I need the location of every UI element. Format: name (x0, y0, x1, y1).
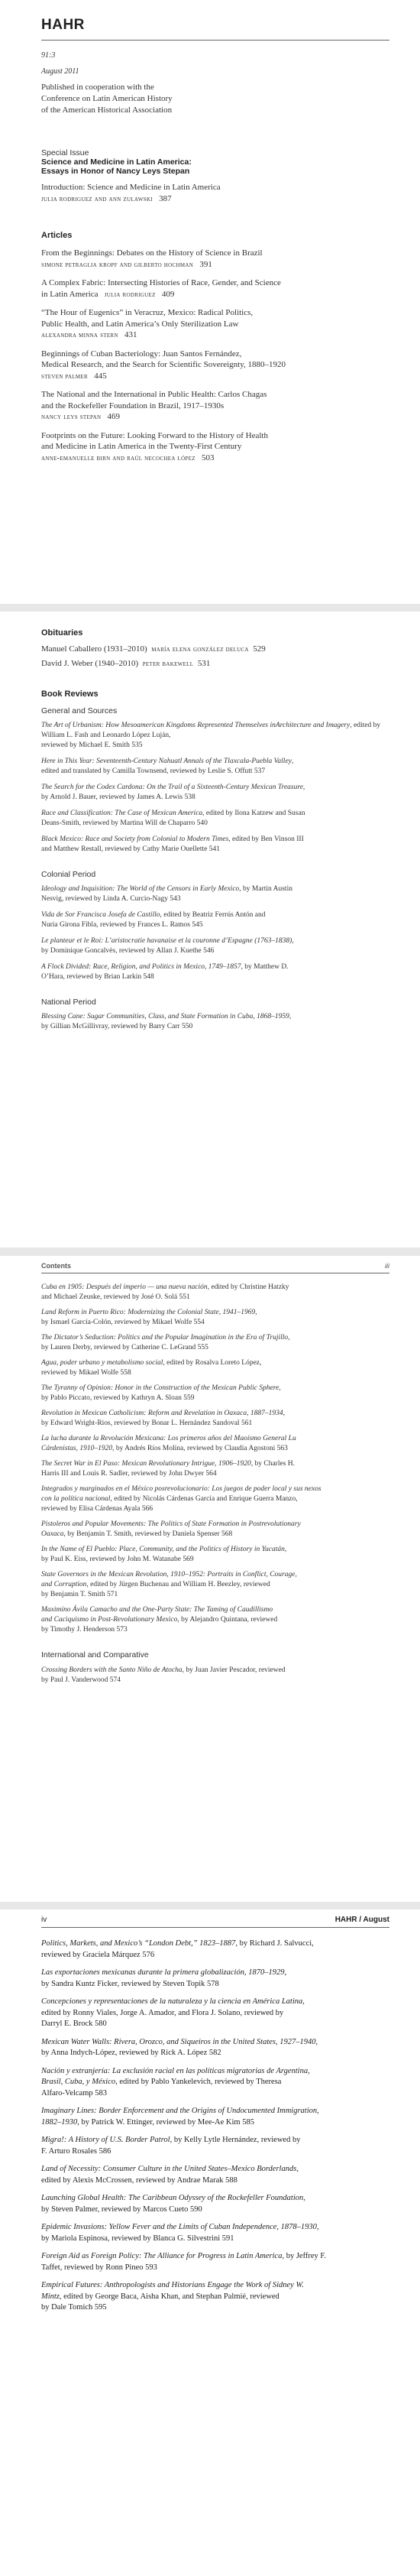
review-text: Taffet, reviewed by Ronn Pineo 593 (41, 2263, 157, 2272)
book-title: Migra!: A History of U.S. Border Patrol (41, 2136, 170, 2144)
article-authors: nancy leys stepan (41, 413, 102, 421)
book-title: Ideology and Inquisition: The World of the Censors in Early Mexico (41, 885, 240, 893)
book-title: Blessing Cane: Sugar Communities, Class, and State Formation in Cuba, 1868–1959 (41, 1013, 289, 1020)
book-title: Cuba en 1905: Después del imperio — una nueva nación (41, 1283, 208, 1291)
book-review-entry (41, 783, 389, 803)
review-text: , (316, 2223, 319, 2231)
article-page: 445 (94, 371, 107, 381)
article-authors: steven palmer (41, 371, 88, 381)
review-text: , (315, 2037, 318, 2046)
book-review-entry (41, 1484, 389, 1514)
review-text: Alfaro-Velcamp 583 (41, 2088, 108, 2097)
review-text: by Ismael García-Colón, reviewed by Mikael Wolfe 554 (41, 1319, 205, 1326)
book-title: The Secret War in El Paso: Mexican Revolutionary Intrigue, 1906–1920 (41, 1460, 251, 1468)
review-text: , edited by Rosalva Loreto López, (163, 1359, 262, 1367)
publication-line: Conference on Latin American History (41, 94, 173, 103)
book-title: Epidemic Invasions: Yellow Fever and the Limits of Cuban Independence, 1878–1930 (41, 2223, 317, 2231)
book-title: The Search for the Codex Cardona: On the Trail of a Sixteenth-Century Mexican Treasure (41, 784, 303, 791)
review-text: , edited by William L. Fash and Leonardo López Luján, (41, 722, 381, 739)
review-text: Harris III and Louis R. Sadler, reviewed by John Dwyer 564 (41, 1470, 217, 1478)
review-text: , (303, 2194, 305, 2202)
review-text: , by Richard J. Salvucci, (235, 1939, 314, 1948)
article-authors: simone petraglia kropf and gilberto hochman (41, 260, 194, 269)
review-text: , edited by Ben Vinson III (228, 835, 304, 843)
book-review-entry (41, 2280, 389, 2314)
review-text: edited by Alexis McCrossen, reviewed by Andrae Marak 588 (41, 2175, 237, 2185)
book-title: Mexican Water Walls: Rivera, Orozco, and Siqueiros in the United States, 1927–1940 (41, 2037, 316, 2046)
review-text: by Dale Tomich 595 (41, 2303, 107, 2312)
review-text: , by Jeffrey F. (282, 2252, 327, 2260)
review-text: by Gillian McGillivray, reviewed by Barry Carr 550 (41, 1023, 193, 1030)
review-text: , by Martin Austin (239, 885, 292, 893)
article-authors: alexandra minna stern (41, 331, 118, 339)
book-review-entry (41, 1570, 389, 1600)
book-review-entry (41, 835, 389, 855)
running-head (41, 1916, 389, 1924)
book-review-entry (41, 809, 389, 829)
book-review-entry (41, 2164, 389, 2186)
article-title-line: From the Beginnings: Debates on the History of Science in Brazil (41, 248, 263, 258)
obituary-name: Manuel Caballero (1931–2010) (41, 644, 147, 654)
book-review-list (41, 884, 389, 982)
article-page: 469 (107, 412, 121, 421)
book-title: and Corruption (41, 1581, 87, 1588)
review-text: by Paul J. Vanderwood 574 (41, 1676, 121, 1684)
issue-date: August 2011 (41, 67, 79, 76)
article-entry (41, 389, 389, 423)
book-title: Maximino Ávila Camacho and the One-Party State: The Taming of Caudillismo (41, 1606, 273, 1614)
review-text: , edited by Christine Hatzky (207, 1283, 289, 1291)
book-review-entry (41, 2222, 389, 2244)
review-text: , (296, 2165, 299, 2173)
article-title-line: in Latin America (41, 289, 99, 299)
obituary-entry (41, 644, 389, 655)
book-title: In the Name of El Pueblo: Place, Community, and the Politics of History in Yucatán (41, 1546, 285, 1553)
review-text: by Timothy J. Henderson 573 (41, 1626, 128, 1634)
publication-line: Published in cooperation with the (41, 83, 154, 92)
article-title-line: Footprints on the Future: Looking Forward to the History of Health (41, 430, 268, 440)
intro-page: 387 (159, 193, 172, 203)
book-title: Integrados y marginados en el México posrevolucionario: Los juegos de poder local y sus nexos (41, 1485, 321, 1493)
review-text: Darryl E. Brock 580 (41, 2020, 107, 2028)
publication-line: of the American Historical Association (41, 105, 173, 115)
review-text: , edited by Beatriz Ferrús Antón and (160, 911, 266, 919)
article-title-line: A Complex Fabric: Intersecting Histories of Race, Gender, and Science (41, 278, 281, 287)
intro-entry (41, 182, 389, 205)
article-title-line: The National and the International in Public Health: Carlos Chagas (41, 390, 267, 399)
book-title: Mintz (41, 2292, 60, 2301)
review-text: reviewed by Graciela Márquez 576 (41, 1950, 155, 1959)
review-text: , by Juan Javier Pescador, reviewed (182, 1666, 286, 1674)
book-title: Le planteur et le Roi: L’aristocratie havanaise et la couronne d’Espagne (1763–1838) (41, 937, 292, 945)
section-title: National Period (41, 998, 96, 1007)
article-authors: anne-emanuelle birn and raúl necochea lópez (41, 453, 195, 462)
issue-number: 91:3 (41, 51, 56, 60)
book-review-list (41, 1666, 389, 1685)
book-review-entry (41, 1520, 389, 1539)
articles-list (41, 248, 389, 464)
section-title: General and Sources (41, 706, 118, 715)
book-review-list (41, 1938, 389, 2314)
book-title: La lucha durante la Revolución Mexicana: Los primeros años del Maoísmo General Lu (41, 1435, 296, 1442)
review-text: by Dominique Goncalvès, reviewed by Allan J. Kuethe 546 (41, 947, 215, 955)
article-entry (41, 248, 389, 271)
review-text: reviewed by Michael E. Smith 535 (41, 741, 143, 749)
review-text: reviewed by Elisa Cárdenas Ayala 566 (41, 1505, 153, 1513)
book-review-entry (41, 2193, 389, 2215)
article-entry (41, 277, 389, 300)
articles-heading: Articles (41, 231, 73, 240)
book-review-entry (41, 1358, 389, 1378)
review-text: , (292, 937, 294, 945)
review-text: , by Charles H. (250, 1460, 296, 1468)
article-byline (41, 411, 389, 423)
book-title: con la política nacional (41, 1495, 111, 1503)
running-head-left: Contents (41, 1262, 71, 1270)
article-byline (41, 329, 389, 342)
book-review-sections (41, 706, 389, 1032)
review-text: F. Arturo Rosales 586 (41, 2146, 111, 2156)
review-text: , by Alejandro Quintana, reviewed (177, 1616, 278, 1624)
book-review-entry (41, 1333, 389, 1353)
review-text: by Anna Indych-López, reviewed by Rick A. López 582 (41, 2049, 221, 2057)
obituaries-heading: Obituaries (41, 628, 83, 638)
review-text: , (289, 1013, 292, 1020)
book-title: Black Mexico: Race and Society from Colonial to Modern Times (41, 835, 229, 843)
book-review-entry (41, 1997, 389, 2030)
book-review-entry (41, 884, 389, 904)
article-title-line: and the Rockefeller Foundation in Brazil, 1917–1930s (41, 401, 225, 410)
review-text: edited and translated by Camilla Townsend, reviewed by Leslie S. Offutt 537 (41, 767, 266, 775)
book-title: Foreign Aid as Foreign Policy: The Alliance for Progress in Latin America (41, 2252, 283, 2260)
book-review-list (41, 1012, 389, 1032)
obituary-name: David J. Weber (1940–2010) (41, 659, 139, 668)
obituary-author: peter bakewell (142, 660, 194, 668)
review-text: O’Hara, reviewed by Brian Larkin 548 (41, 973, 154, 981)
book-review-entry (41, 1283, 389, 1303)
review-text: and Matthew Restall, reviewed by Cathy Marie Ouellette 541 (41, 845, 221, 853)
book-title: Pistoleros and Popular Movements: The Politics of State Formation in Postrevolutionary (41, 1520, 301, 1528)
book-review-entry (41, 1938, 389, 1961)
book-review-entry (41, 936, 389, 956)
review-text: and Michael Zeuske, reviewed by José O. Solá 551 (41, 1293, 190, 1301)
book-review-entry (41, 2066, 389, 2100)
publication-note (41, 82, 389, 116)
article-entry (41, 307, 389, 342)
book-review-entry (41, 1666, 389, 1685)
book-review-entry (41, 1434, 389, 1454)
article-page: 503 (202, 453, 215, 462)
book-title: The Art of Urbanism: How Mesoamerican Kingdoms Represented Themselves in (41, 722, 276, 729)
article-entry (41, 430, 389, 465)
book-title: Vida de Sor Francisca Josefa de Castillo (41, 911, 160, 919)
book-review-entry (41, 2251, 389, 2273)
running-head-rule (41, 1927, 389, 1928)
review-text: , by Patrick W. Ettinger, reviewed by Mee-Ae Kim 585 (77, 2117, 254, 2127)
book-review-entry (41, 962, 389, 982)
special-issue-label: Special Issue (41, 148, 89, 157)
book-review-entry (41, 1308, 389, 1328)
article-title-line: “The Hour of Eugenics” in Veracruz, Mexico: Radical Politics, (41, 308, 254, 317)
article-byline (41, 453, 389, 465)
intro-title: Introduction: Science and Medicine in Latin America (41, 183, 221, 192)
review-text: , edited by Ilona Katzew and Susan (202, 809, 305, 817)
review-text: Deans-Smith, reviewed by Martina Will de Chaparro 540 (41, 819, 208, 827)
book-title: Revolution in Mexican Catholicism: Reform and Revelation in Oaxaca, 1887–1934 (41, 1410, 283, 1417)
book-reviews-heading: Book Reviews (41, 689, 99, 699)
article-page: 431 (124, 330, 137, 339)
book-title: The Dictator’s Seduction: Politics and the Popular Imagination in the Era of Trujillo (41, 1334, 289, 1342)
book-title: Imaginary Lines: Border Enforcement and the Origins of Undocumented Immigration, (41, 2107, 319, 2115)
article-page: 409 (161, 289, 175, 299)
book-title: Las exportaciones mexicanas durante la primera globalización, 1870–1929 (41, 1968, 285, 1977)
review-text: by Pablo Piccato, reviewed by Kathryn A. Sloan 559 (41, 1394, 195, 1402)
book-title: Oaxaca (41, 1530, 64, 1538)
book-title: Land Reform in Puerto Rico: Modernizing the Colonial State, 1941–1969 (41, 1309, 256, 1316)
book-title: Nación y extranjería: La exclusión racial en las políticas migratorias de Argentina, (41, 2066, 310, 2075)
title-rule (41, 40, 389, 41)
article-title-line: Beginnings of Cuban Bacteriology: Juan Santos Fernández, (41, 349, 242, 358)
journal-title: HAHR (41, 17, 85, 33)
book-title: Race and Classification: The Case of Mexican America (41, 809, 203, 817)
contents-page-4 (0, 1909, 420, 2576)
book-review-entry (41, 1409, 389, 1429)
book-review-list (41, 1283, 389, 1635)
book-review-entry (41, 2106, 389, 2128)
book-title: Here in This Year: Seventeenth-Century Nahuatl Annals of the Tlaxcala-Puebla Valley (41, 758, 292, 765)
review-text: by Paul K. Eiss, reviewed by John M. Watanabe 569 (41, 1556, 194, 1563)
book-review-entry (41, 1968, 389, 1990)
review-text: by Edward Wright-Rios, reviewed by Bonar L. Hernández Sandoval 561 (41, 1419, 253, 1427)
review-text: , (302, 784, 305, 791)
obituary-author: maría elena gonzález deluca (151, 645, 249, 654)
book-title: A Flock Divided: Race, Religion, and Politics in Mexico, 1749–1857 (41, 963, 241, 971)
contents-page-1 (0, 0, 420, 604)
book-title: Land of Necessity: Consumer Culture in the United States–Mexico Borderlands (41, 2165, 297, 2173)
book-title: Brasil, Cuba, y México (41, 2078, 116, 2086)
book-title: Crossing Borders with the Santo Niño de Atocha (41, 1666, 183, 1674)
review-text: by Lauren Derby, reviewed by Catherine C. LeGrand 555 (41, 1344, 208, 1351)
book-title: State Governors in the Mexican Revolution, 1910–1952: Portraits in Conflict, Courage, (41, 1571, 297, 1578)
book-title: Concepciones y representaciones de la naturaleza y la ciencia en América Latina (41, 1997, 303, 2006)
review-text: by Sandra Kuntz Ficker, reviewed by Steven Topik 578 (41, 1979, 219, 1988)
book-review-list (41, 721, 389, 855)
book-title: Launching Global Health: The Caribbean Odyssey of the Rockefeller Foundation (41, 2194, 304, 2202)
review-text: , edited by Jürgen Buchenau and William H. Beezley, reviewed (86, 1581, 270, 1588)
running-head-left: iv (41, 1916, 47, 1924)
review-text: , by Andrés Ríos Molina, reviewed by Claudia Agostoni 563 (112, 1445, 288, 1452)
review-text: , (288, 1334, 290, 1342)
article-byline (41, 259, 389, 271)
review-text: , by Matthew D. (241, 963, 289, 971)
book-review-entry (41, 721, 389, 751)
review-text: , (284, 1968, 287, 1977)
book-review-entry (41, 2037, 389, 2059)
review-text: , (291, 758, 294, 765)
article-byline (41, 371, 389, 383)
article-title-line: Medical Research, and the Search for Scientific Sovereignty, 1880–1920 (41, 360, 286, 369)
article-title-row (41, 289, 389, 301)
book-title: and Caciquismo in Post-Revolutionary Mexico (41, 1616, 178, 1624)
review-text: by Steven Palmer, reviewed by Marcos Cueto 590 (41, 2205, 202, 2214)
book-review-entry (41, 1605, 389, 1635)
book-review-entry (41, 2135, 389, 2157)
review-text: by Benjamin T. Smith 571 (41, 1591, 118, 1598)
running-head (41, 1262, 389, 1270)
review-text: by Mariola Espinosa, reviewed by Blanca G. Silvestrini 591 (41, 2234, 234, 2243)
article-entry (41, 349, 389, 383)
article-title-line: and Medicine in Latin America in the Twenty-First Century (41, 442, 242, 451)
review-text: edited by Ronny Viales, Jorge A. Amador, and Flora J. Solano, reviewed by (41, 2008, 284, 2017)
contents-page-2 (0, 612, 420, 1247)
review-text: , by Benjamin T. Smith, reviewed by Daniela Spenser 568 (63, 1530, 233, 1538)
book-review-entry (41, 1459, 389, 1479)
intro-authors: julia rodriguez and ann zulawski (41, 194, 153, 203)
review-text: , (283, 1410, 285, 1417)
special-issue-title-line: Essays in Honor of Nancy Leys Stepan (41, 167, 190, 176)
review-text: , (279, 1384, 281, 1392)
book-title: The Tyranny of Opinion: Honor in the Construction of the Mexican Public Sphere (41, 1384, 279, 1392)
book-title: Empirical Futures: Anthropologists and Historians Engage the Work of Sidney W. (41, 2281, 304, 2289)
article-page: 391 (199, 259, 212, 269)
review-text: Nesvig, reviewed by Linda A. Curcio-Nagy 543 (41, 895, 181, 903)
review-text: Nuria Girona Fibla, reviewed by Frances L. Ramos 545 (41, 921, 203, 929)
book-title: Cárdenistas, 1910–1920 (41, 1445, 113, 1452)
book-title: 1882–1930 (41, 2117, 78, 2127)
review-text: by Arnold J. Bauer, reviewed by James A. Lewis 538 (41, 793, 195, 801)
review-text: , (284, 1546, 287, 1553)
book-review-entry (41, 1384, 389, 1403)
running-head-right: iii (385, 1262, 389, 1270)
contents-page-3 (0, 1256, 420, 1902)
book-review-entry (41, 1545, 389, 1565)
section-title: Colonial Period (41, 870, 96, 879)
obituaries-list (41, 644, 389, 670)
review-text: , (255, 1309, 257, 1316)
running-head-right: HAHR / August (334, 1916, 389, 1924)
review-text: reviewed by Mikael Wolfe 558 (41, 1369, 131, 1377)
book-review-entry (41, 757, 389, 777)
obituary-entry (41, 658, 389, 670)
book-title: Politics, Markets, and Mexico’s “London Debt,” 1823–1887 (41, 1939, 236, 1948)
book-title: Architecture and Imagery (275, 722, 351, 729)
special-issue-title-line: Science and Medicine in Latin America: (41, 157, 192, 167)
review-text: , edited by Nicolás Cárdenas García and Enrique Guerra Manzo, (110, 1495, 298, 1503)
section-title: International and Comparative (41, 1650, 149, 1659)
obituary-page: 531 (197, 659, 211, 668)
book-review-entry (41, 1012, 389, 1032)
review-text: , by Kelly Lytle Hernández, reviewed by (170, 2136, 301, 2144)
book-review-entry (41, 910, 389, 930)
obituary-page: 529 (253, 644, 266, 654)
review-text: , edited by Pablo Yankelevich, reviewed by Theresa (115, 2078, 282, 2086)
book-title: Agua, poder urbano y metabolismo social (41, 1359, 163, 1367)
article-authors: julia rodriguez (104, 290, 156, 299)
review-text: , (302, 1997, 305, 2006)
review-text: , edited by George Baca, Aisha Khan, and Stephan Palmié, reviewed (59, 2292, 279, 2301)
article-title-line: Public Health, and Latin America’s Only Sterilization Law (41, 319, 239, 329)
